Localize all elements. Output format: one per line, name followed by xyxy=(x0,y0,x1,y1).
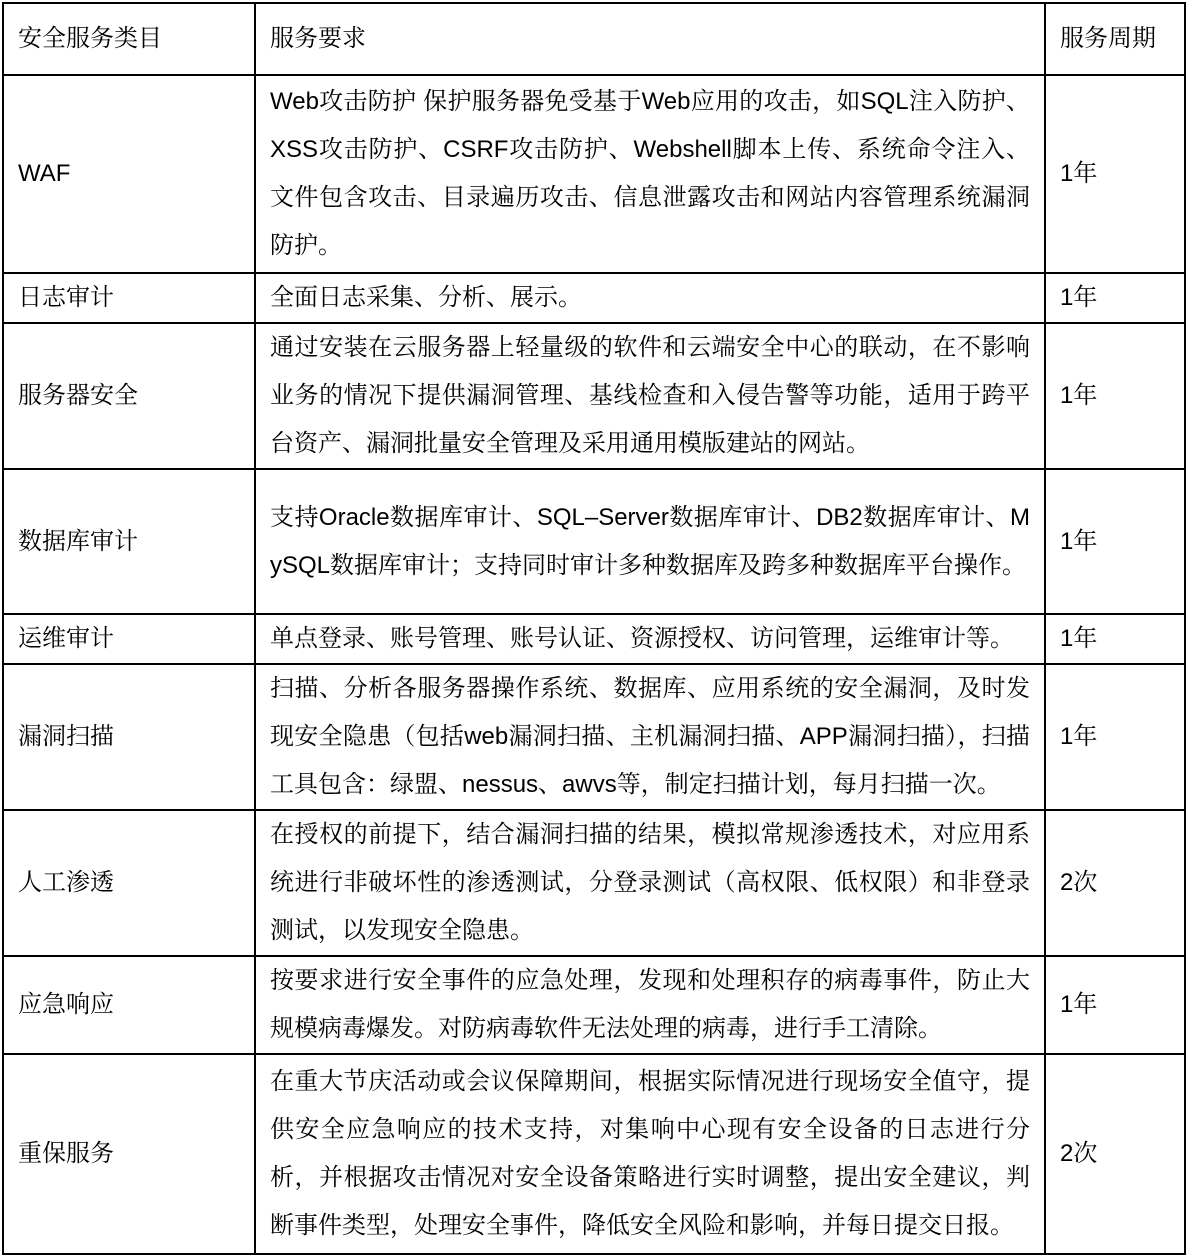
table-row xyxy=(3,75,1185,273)
requirement-cell: 按要求进行安全事件的应急处理，发现和处理积存的病毒事件，防止大规模病毒爆发。对防病毒软件无法处理的病毒，进行手工清除。 xyxy=(255,956,1045,1054)
table-row xyxy=(3,323,1185,469)
period-cell: 1年 xyxy=(1045,614,1185,664)
category-cell: 重保服务 xyxy=(3,1054,255,1254)
table-row xyxy=(3,273,1185,323)
period-cell: 1年 xyxy=(1045,323,1185,469)
header-requirement: 服务要求 xyxy=(255,3,1045,75)
category-cell: 运维审计 xyxy=(3,614,255,664)
requirement-cell: 支持Oracle数据库审计、SQL–Server数据库审计、DB2数据库审计、MySQL数据库审计；支持同时审计多种数据库及跨多种数据库平台操作。 xyxy=(255,469,1045,614)
table-row xyxy=(3,614,1185,664)
header-category: 安全服务类目 xyxy=(3,3,255,75)
period-cell: 1年 xyxy=(1045,469,1185,614)
period-cell: 2次 xyxy=(1045,810,1185,956)
table-row xyxy=(3,664,1185,810)
requirement-cell: 全面日志采集、分析、展示。 xyxy=(255,273,1045,323)
period-cell: 2次 xyxy=(1045,1054,1185,1254)
requirement-cell: Web攻击防护 保护服务器免受基于Web应用的攻击，如SQL注入防护、XSS攻击防护、CSRF攻击防护、Webshell脚本上传、系统命令注入、文件包含攻击、目录遍历攻击、信息泄露攻击和网站内容管理系统漏洞防护。 xyxy=(255,75,1045,273)
table-header-row xyxy=(3,3,1185,75)
table-row xyxy=(3,956,1185,1054)
category-cell: 应急响应 xyxy=(3,956,255,1054)
requirement-cell: 在授权的前提下，结合漏洞扫描的结果，模拟常规渗透技术，对应用系统进行非破坏性的渗透测试，分登录测试（高权限、低权限）和非登录测试，以发现安全隐患。 xyxy=(255,810,1045,956)
category-cell: 人工渗透 xyxy=(3,810,255,956)
header-period: 服务周期 xyxy=(1045,3,1185,75)
category-cell: WAF xyxy=(3,75,255,273)
security-service-table xyxy=(2,2,1186,1255)
requirement-cell: 单点登录、账号管理、账号认证、资源授权、访问管理，运维审计等。 xyxy=(255,614,1045,664)
category-cell: 漏洞扫描 xyxy=(3,664,255,810)
table-row xyxy=(3,469,1185,614)
category-cell: 数据库审计 xyxy=(3,469,255,614)
document-page xyxy=(0,2,1186,1248)
category-cell: 服务器安全 xyxy=(3,323,255,469)
period-cell: 1年 xyxy=(1045,75,1185,273)
requirement-cell: 扫描、分析各服务器操作系统、数据库、应用系统的安全漏洞，及时发现安全隐患（包括web漏洞扫描、主机漏洞扫描、APP漏洞扫描），扫描工具包含：绿盟、nessus、awvs等，制定扫描计划，每月扫描一次。 xyxy=(255,664,1045,810)
period-cell: 1年 xyxy=(1045,664,1185,810)
category-cell: 日志审计 xyxy=(3,273,255,323)
period-cell: 1年 xyxy=(1045,956,1185,1054)
requirement-cell: 在重大节庆活动或会议保障期间，根据实际情况进行现场安全值守，提供安全应急响应的技术支持，对集响中心现有安全设备的日志进行分析，并根据攻击情况对安全设备策略进行实时调整，提出安全建议，判断事件类型，处理安全事件，降低安全风险和影响，并每日提交日报。 xyxy=(255,1054,1045,1254)
table-row xyxy=(3,810,1185,956)
requirement-cell: 通过安装在云服务器上轻量级的软件和云端安全中心的联动，在不影响业务的情况下提供漏洞管理、基线检查和入侵告警等功能，适用于跨平台资产、漏洞批量安全管理及采用通用模版建站的网站。 xyxy=(255,323,1045,469)
table-row xyxy=(3,1054,1185,1254)
period-cell: 1年 xyxy=(1045,273,1185,323)
